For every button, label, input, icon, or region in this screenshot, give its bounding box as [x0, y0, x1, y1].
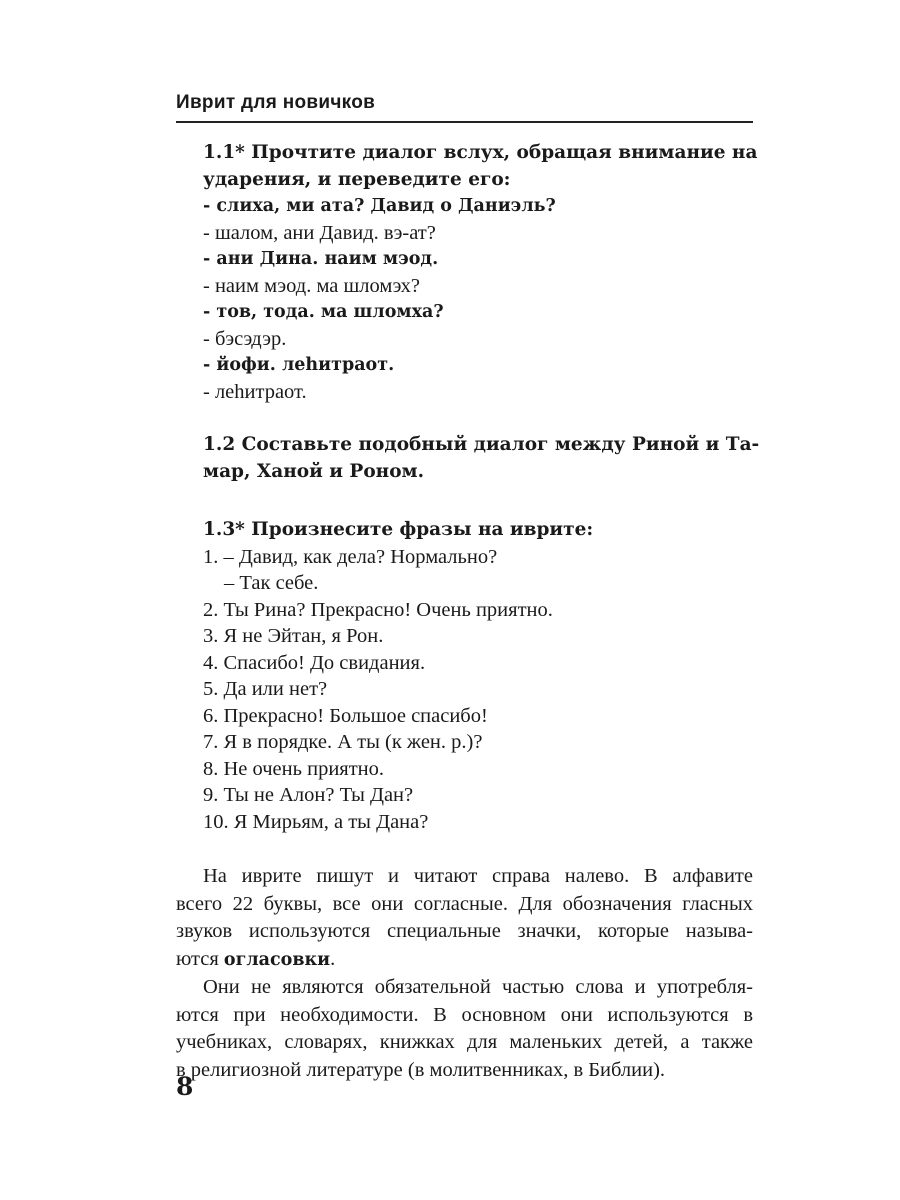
dialogue-line: - слиха, ми ата? Давид о Даниэль?	[203, 196, 556, 216]
list-item: 10. Я Мирьям, а ты Дана?	[203, 810, 429, 833]
text-fragment: ются	[176, 947, 224, 970]
dialogue-line: - ани Дина. наим мэод.	[203, 249, 439, 269]
dialogue-line: - шалом, ани Давид. вэ-ат?	[203, 221, 436, 244]
running-title: Иврит для новичков	[176, 92, 376, 113]
exercise-title-line: 1.2 Составьте подобный диалог между Риной и Та-	[203, 434, 760, 455]
paragraph-line: ются при необходимости. В основном они используются в	[176, 1003, 753, 1026]
key-term: огласовки	[223, 949, 331, 970]
paragraph-line: в религиозной литературе (в молитвенниках, в Библии).	[176, 1058, 666, 1081]
list-item: 2. Ты Рина? Прекрасно! Очень приятно.	[203, 598, 553, 621]
dialogue-line: - наим мэод. ма шломэх?	[203, 274, 420, 297]
list-item: 1. – Давид, как дела? Нормально?	[203, 545, 498, 568]
page-body	[176, 140, 760, 1084]
dialogue-line: - бэсэдэр.	[203, 327, 287, 350]
dialogue-line: - тов, тода. ма шломха?	[203, 302, 444, 322]
exercise-title-line: мар, Ханой и Роном.	[203, 460, 425, 482]
exercise-title-line: ударения, и переведите его:	[203, 168, 511, 190]
list-item: 5. Да или нет?	[203, 678, 328, 700]
paragraph-line	[176, 946, 753, 975]
list-item: 7. Я в порядке. А ты (к жен. р.)?	[203, 731, 483, 753]
list-item: 4. Спасибо! До свидания.	[203, 651, 426, 674]
dialogue-line: - йофи. леhитраот.	[203, 355, 395, 375]
list-item: 6. Прекрасно! Большое спасибо!	[203, 704, 488, 727]
paragraph-vowel-marks	[176, 974, 753, 1084]
exercise-1-1-title	[203, 140, 758, 193]
header-rule	[176, 121, 753, 123]
section-spacer	[203, 485, 753, 517]
paragraph-line: На иврите пишут и читают справа налево. В алфавите	[203, 865, 753, 887]
dialogue	[203, 193, 753, 405]
phrase-list	[203, 544, 753, 836]
list-item: 3. Я не Эйтан, я Рон.	[203, 625, 384, 647]
page-number: 8	[176, 1072, 194, 1101]
section-spacer	[203, 835, 753, 863]
text-fragment: .	[330, 947, 336, 970]
paragraph-line: всего 22 буквы, все они согласные. Для обозначения гласных	[176, 892, 753, 915]
list-item: 8. Не очень приятно.	[203, 757, 385, 780]
exercise-title-line: 1.1* Прочтите диалог вслух, обращая внимание на	[203, 142, 758, 163]
dialogue-line: - леhитраот.	[203, 380, 307, 403]
list-item: 9. Ты не Алон? Ты Дан?	[203, 784, 414, 806]
exercise-1-3-title	[203, 517, 753, 544]
paragraph-alphabet	[176, 863, 753, 974]
paragraph-line: звуков используются специальные значки, которые называ-	[176, 920, 753, 942]
exercise-1-2-title	[203, 432, 760, 485]
paragraph-line: Они не являются обязательной частью слова и употребля-	[203, 976, 753, 998]
section-spacer	[203, 405, 753, 432]
list-item: – Так себе.	[224, 572, 319, 594]
exercise-title-line: 1.3* Произнесите фразы на иврите:	[203, 519, 594, 540]
paragraph-line: учебниках, словарях, книжках для маленьких детей, а также	[176, 1031, 753, 1053]
